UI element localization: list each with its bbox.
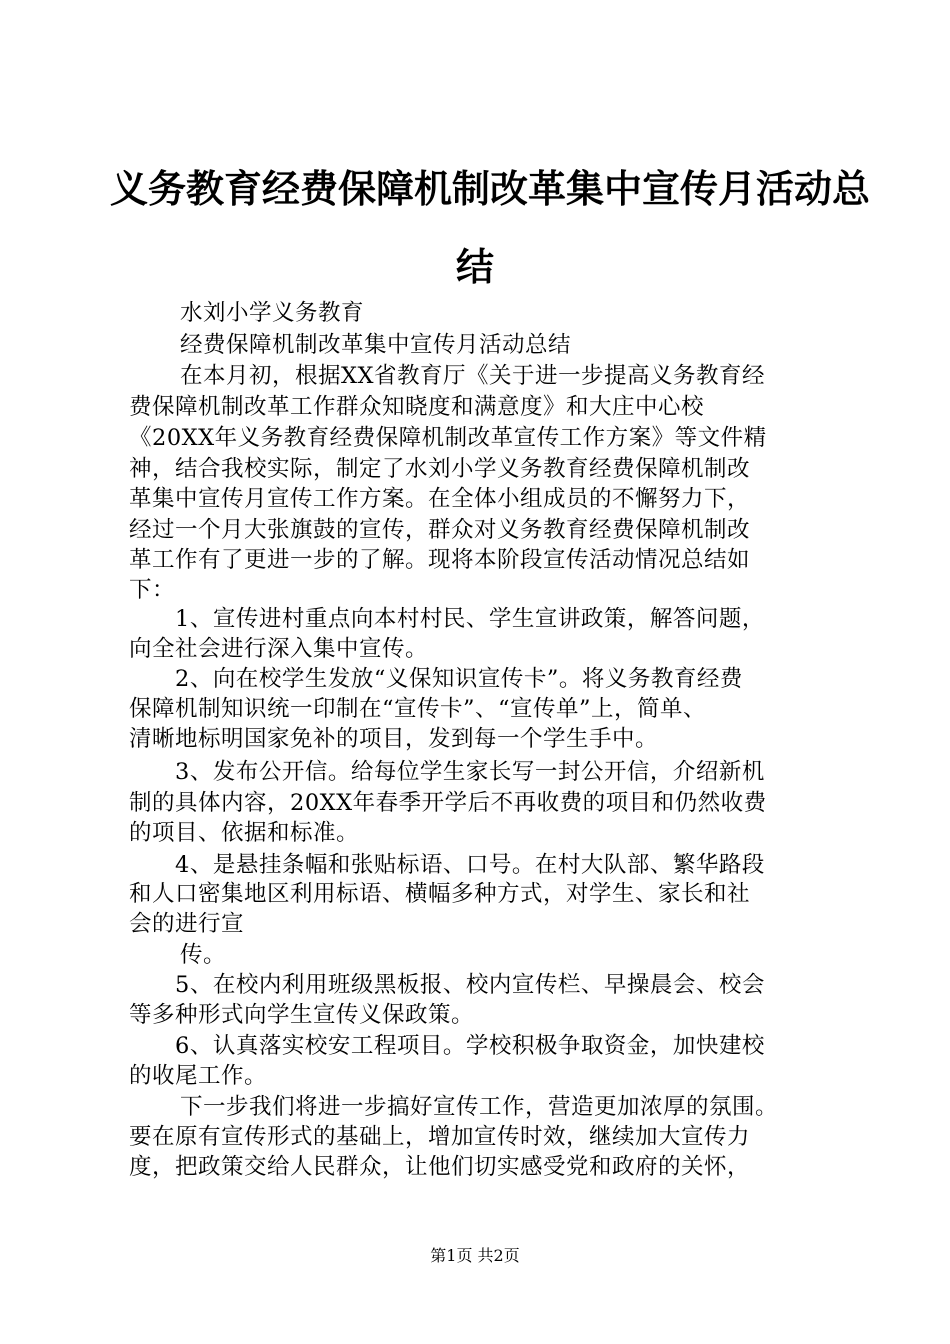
- document-title-line-1: 义务教育经费保障机制改革集中宣传月活动总: [110, 166, 871, 211]
- paragraph-line: 4、是悬挂条幅和张贴标语、口号。在村大队部、繁华路段: [175, 852, 765, 878]
- paragraph-line: 在本月初，根据XX省教育厅《关于进一步提高义务教育经: [180, 363, 766, 389]
- paragraph-line: 下一步我们将进一步搞好宣传工作，营造更加浓厚的氛围。: [180, 1094, 779, 1120]
- paragraph-line: 费保障机制改革工作群众知晓度和满意度》和大庄中心校: [129, 394, 705, 420]
- paragraph-line: 传。: [180, 942, 227, 968]
- paragraph-line: 下：: [129, 577, 176, 603]
- paragraph-line: 1、宣传进村重点向本村村民、学生宣讲政策，解答问题，: [175, 606, 765, 632]
- paragraph-line: 等多种形式向学生宣传义保政策。: [129, 1002, 475, 1028]
- paragraph-line: 会的进行宣: [129, 911, 245, 937]
- paragraph-line: 清晰地标明国家免补的项目，发到每一个学生手中。: [129, 726, 659, 752]
- paragraph-line: 要在原有宣传形式的基础上，增加宣传时效，继续加大宣传力: [129, 1124, 751, 1150]
- paragraph-line: 的收尾工作。: [129, 1063, 268, 1089]
- paragraph-line: 水刘小学义务教育: [180, 300, 365, 326]
- paragraph-line: 革集中宣传月宣传工作方案。在全体小组成员的不懈努力下，: [129, 486, 751, 512]
- paragraph-line: 保障机制知识统一印制在“宣传卡”、“宣传单”上，简单、: [129, 696, 707, 722]
- paragraph-line: 向全社会进行深入集中宣传。: [129, 636, 429, 662]
- paragraph-line: 5、在校内利用班级黑板报、校内宣传栏、早操晨会、校会: [175, 972, 765, 998]
- document-title-line-2: 结: [455, 244, 494, 289]
- paragraph-line: 《20XX年义务教育经费保障机制改革宣传工作方案》等文件精: [129, 425, 767, 451]
- paragraph-line: 经过一个月大张旗鼓的宣传，群众对义务教育经费保障机制改: [129, 517, 751, 543]
- paragraph-line: 神，结合我校实际，制定了水刘小学义务教育经费保障机制改: [129, 456, 751, 482]
- page-number-footer: 第1页 共2页: [430, 1246, 520, 1265]
- paragraph-line: 度，把政策交给人民群众，让他们切实感受党和政府的关怀，: [129, 1154, 751, 1180]
- paragraph-line: 经费保障机制改革集中宣传月活动总结: [180, 332, 572, 358]
- paragraph-line: 革工作有了更进一步的了解。现将本阶段宣传活动情况总结如: [129, 547, 751, 573]
- paragraph-line: 制的具体内容，20XX年春季开学后不再收费的项目和仍然收费: [129, 790, 767, 816]
- paragraph-line: 的项目、依据和标准。: [129, 820, 360, 846]
- paragraph-line: 6、认真落实校安工程项目。学校积极争取资金，加快建校: [175, 1033, 765, 1059]
- paragraph-line: 2、向在校学生发放“义保知识宣传卡”。将义务教育经费: [175, 666, 743, 692]
- paragraph-line: 和人口密集地区利用标语、横幅多种方式，对学生、家长和社: [129, 881, 751, 907]
- paragraph-line: 3、发布公开信。给每位学生家长写一封公开信，介绍新机: [175, 759, 765, 785]
